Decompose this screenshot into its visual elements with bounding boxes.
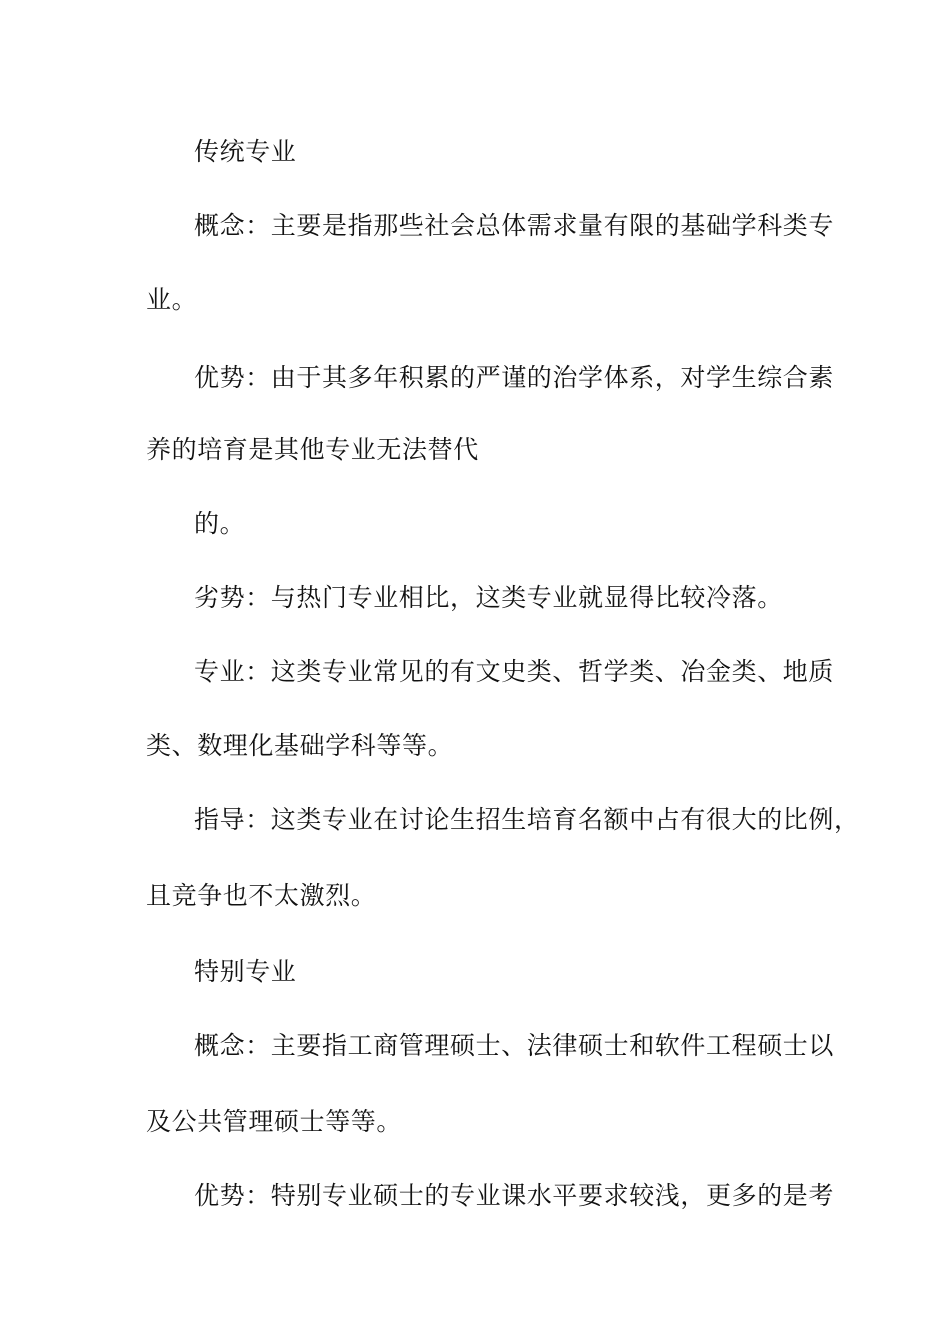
paragraph-major-line: 专业：这类专业常见的有文史类、哲学类、冶金类、地质 (194, 657, 835, 686)
section-heading-special: 特别专业 (194, 957, 297, 986)
paragraph-major-continuation: 类、数理化基础学科等等。 (146, 731, 454, 760)
paragraph-advantage-continuation: 养的培育是其他专业无法替代 (146, 435, 479, 464)
paragraph-advantage-line: 优势：由于其多年积累的严谨的治学体系，对学生综合素 (194, 363, 835, 392)
paragraph-guidance-line: 指导：这类专业在讨论生招生培育名额中占有很大的比例， (194, 805, 860, 834)
paragraph-concept-continuation: 业。 (146, 285, 198, 314)
paragraph-guidance-continuation: 且竞争也不太激烈。 (146, 881, 377, 910)
paragraph-advantage-end: 的。 (194, 509, 246, 538)
paragraph-special-concept-line: 概念：主要指工商管理硕士、法律硕士和软件工程硕士以 (194, 1031, 835, 1060)
paragraph-concept-line: 概念：主要是指那些社会总体需求量有限的基础学科类专 (194, 211, 835, 240)
paragraph-special-concept-continuation: 及公共管理硕士等等。 (146, 1107, 403, 1136)
paragraph-special-advantage-line: 优势：特别专业硕士的专业课水平要求较浅，更多的是考 (194, 1181, 835, 1210)
paragraph-disadvantage-line: 劣势：与热门专业相比，这类专业就显得比较冷落。 (194, 583, 783, 612)
section-heading-traditional: 传统专业 (194, 137, 297, 166)
